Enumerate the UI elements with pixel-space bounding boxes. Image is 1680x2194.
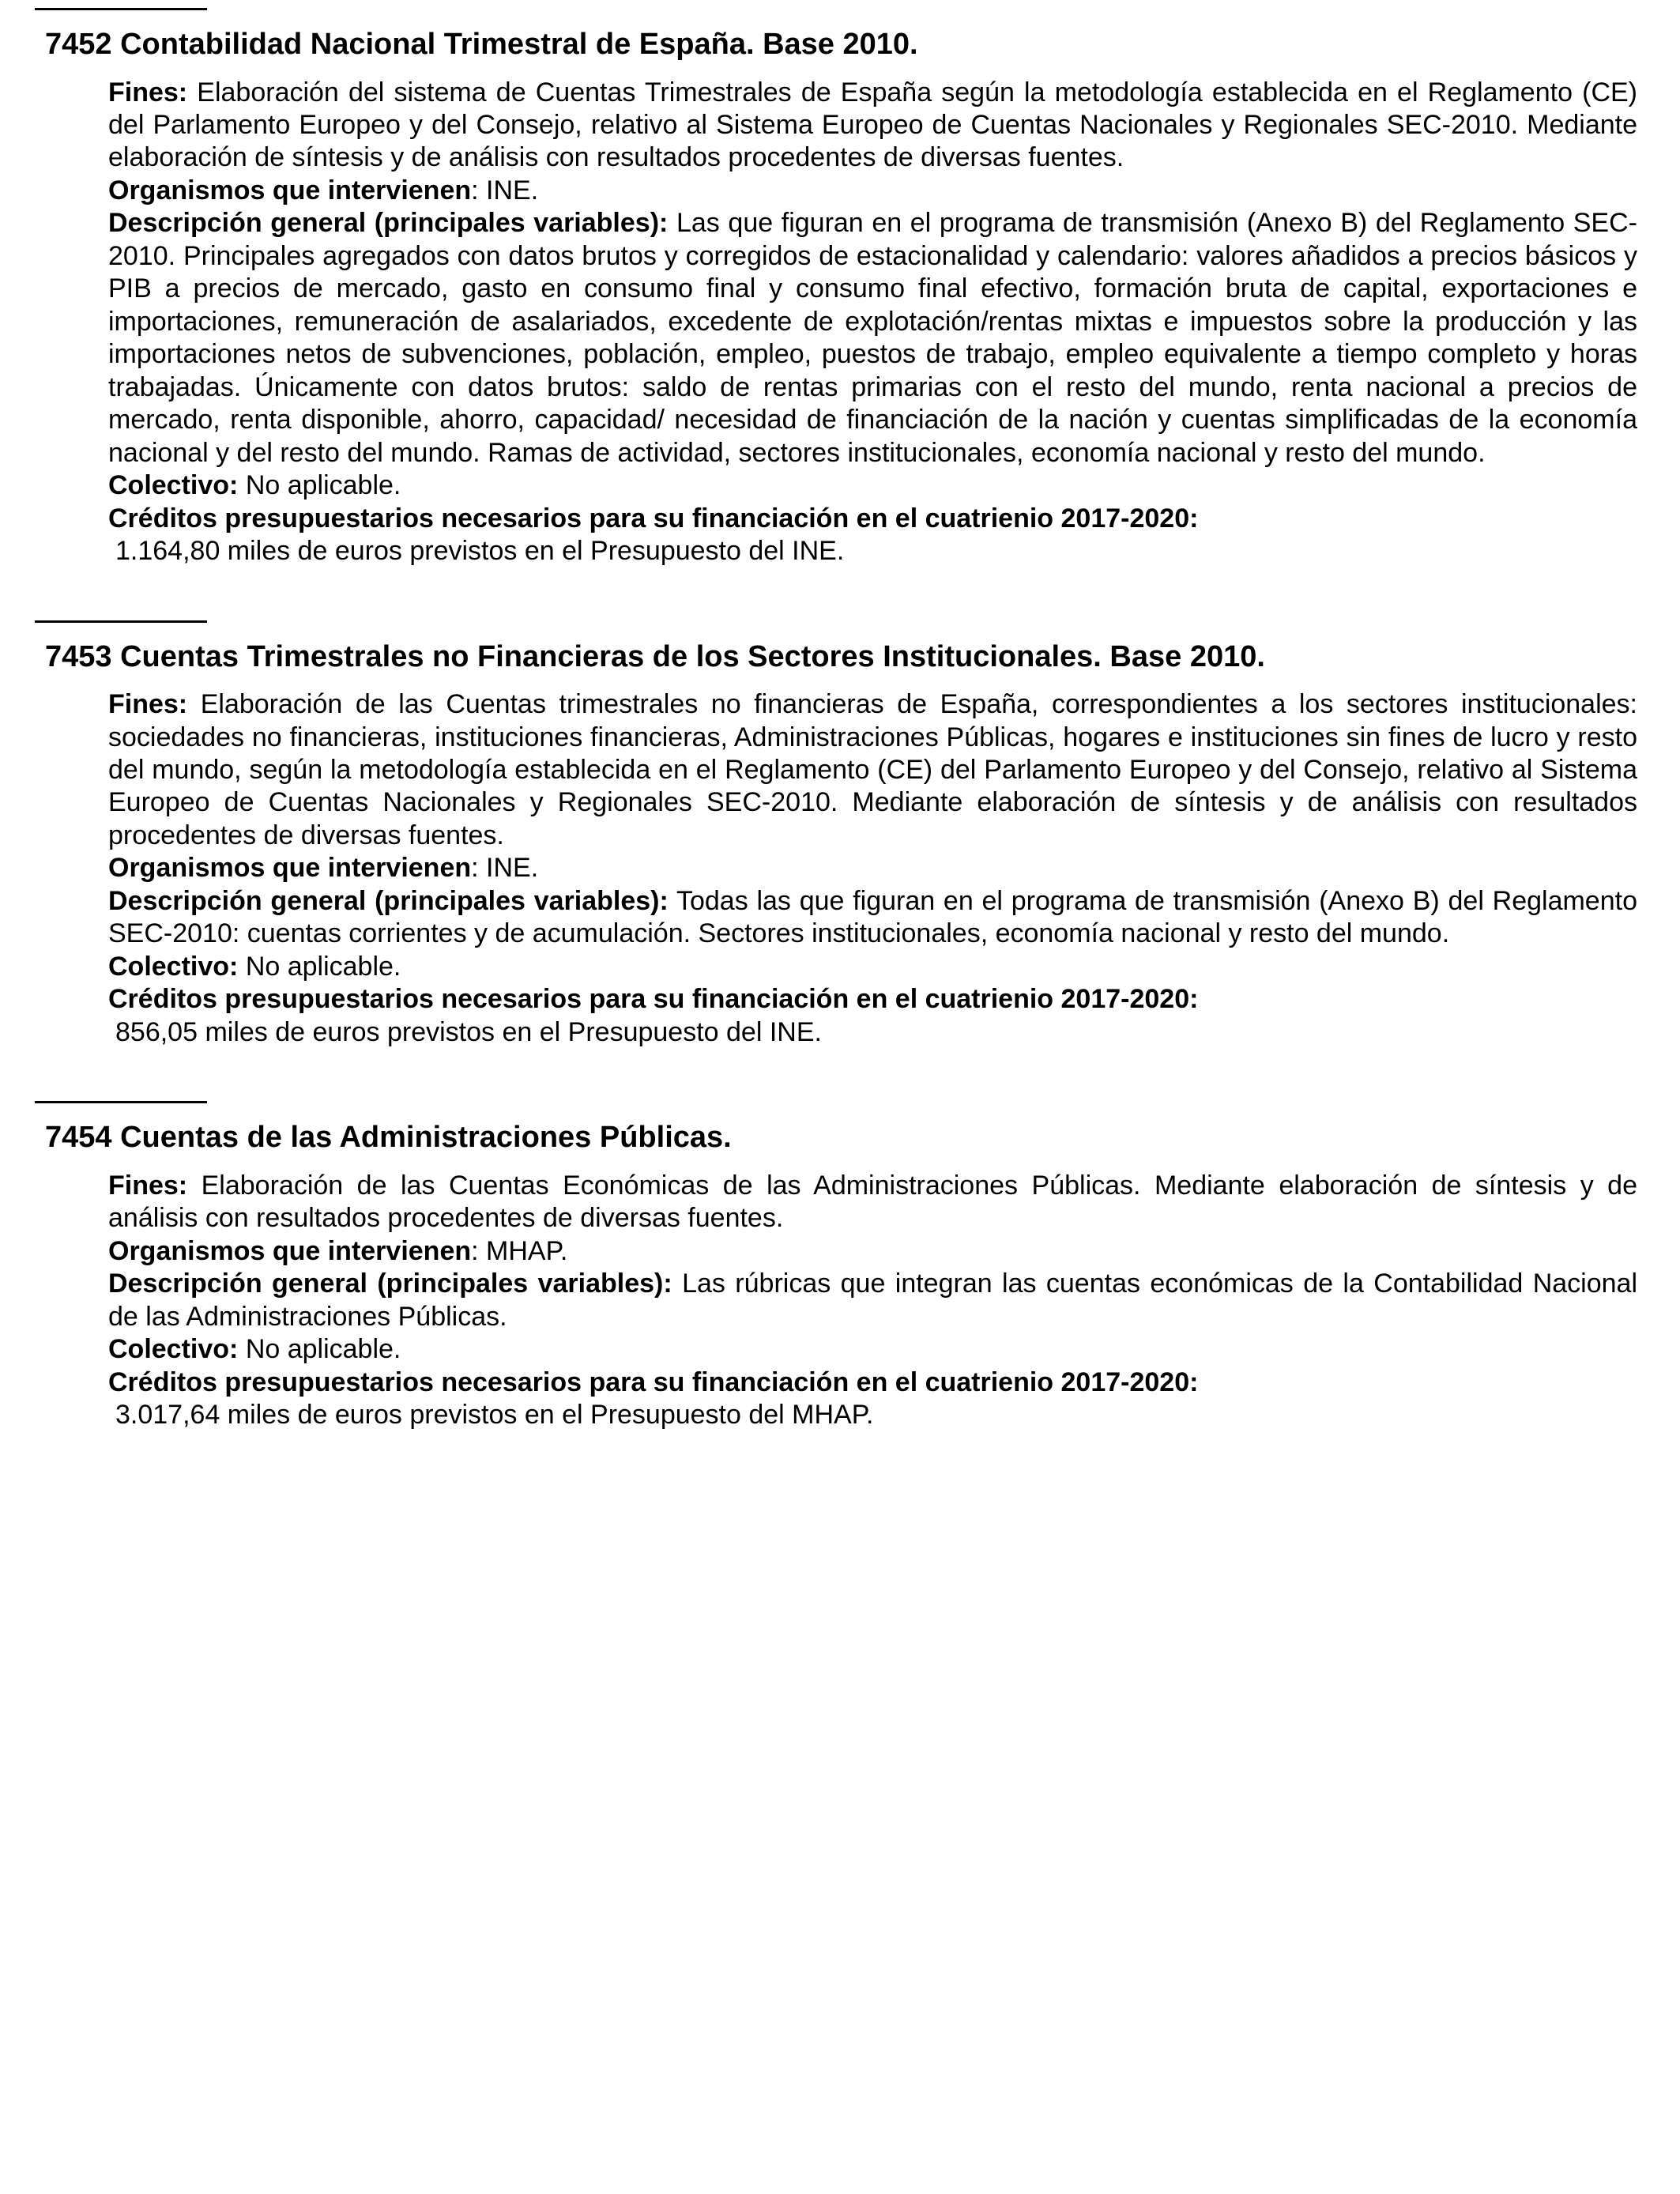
- descripcion-text: Todas las que figuran en el programa de transmisión (Anexo B) del Reglamento SEC-2010: cuentas corrientes y de acumulación. Sectores institucionales, economía nacional y resto del mundo.: [108, 885, 1637, 949]
- section-title: 7453 Cuentas Trimestrales no Financieras de los Sectores Institucionales. Base 2010.: [45, 639, 1265, 673]
- fines-paragraph: [108, 688, 1637, 852]
- creditos-value: 3.017,64 miles de euros previstos en el Presupuesto del MHAP.: [115, 1399, 874, 1430]
- creditos-value: 1.164,80 miles de euros previstos en el Presupuesto del INE.: [115, 536, 845, 567]
- descripcion-label: Descripción general (principales variables):: [108, 208, 669, 239]
- section-body: [108, 1170, 1637, 1432]
- section-body: [108, 688, 1637, 1049]
- section-7454: [35, 1101, 1640, 1431]
- colectivo-paragraph: [108, 951, 1637, 983]
- creditos-heading: Créditos presupuestarios necesarios para su financiación en el cuatrienio 2017-2020:: [108, 503, 1199, 533]
- descripcion-paragraph: [108, 1268, 1637, 1333]
- creditos-heading: Créditos presupuestarios necesarios para su financiación en el cuatrienio 2017-2020:: [108, 984, 1199, 1015]
- section-title: 7454 Cuentas de las Administraciones Públicas.: [45, 1121, 732, 1155]
- colectivo-label: Colectivo:: [108, 470, 239, 501]
- descripcion-text: Las que figuran en el programa de transmisión (Anexo B) del Reglamento SEC-2010. Principales agregados con datos brutos y corregidos de estacionalidad y calendario: valores añadidos a precios básicos y PIB a precios de mercado, gasto en consumo final y consumo final efectivo, formación bruta de capital, exportaciones e importaciones, remuneración de asalariados, excedente de explotación/rentas mixtas e impuestos sobre la producción y las importaciones netos de subvenciones, población, empleo, puestos de trabajo, empleo equivalente a tiempo completo y horas trabajadas. Únicamente con datos brutos: saldo de rentas primarias con el resto del mundo, renta nacional a precios de mercado, renta disponible, ahorro, capacidad/ necesidad de financiación de la nación y cuentas simplificadas de la economía nacional y del resto del mundo. Ramas de actividad, sectores institucionales, economía nacional y resto del mundo.: [108, 208, 1637, 468]
- colectivo-text: No aplicable.: [245, 951, 401, 982]
- fines-label: Fines:: [108, 77, 188, 107]
- section-body: [108, 77, 1637, 568]
- fines-text: Elaboración del sistema de Cuentas Trimestrales de España según la metodología establecida en el Reglamento (CE) del Parlamento Europeo y del Consejo, relativo al Sistema Europeo de Cuentas Nacionales y Regionales SEC-2010. Mediante elaboración de síntesis y de análisis con resultados procedentes de diversas fuentes.: [108, 77, 1637, 173]
- section-7452: [35, 8, 1640, 568]
- section-divider: [35, 1101, 207, 1103]
- fines-label: Fines:: [108, 689, 188, 720]
- organismos-text: : MHAP.: [471, 1235, 568, 1266]
- section-title: 7452 Contabilidad Nacional Trimestral de España. Base 2010.: [45, 28, 918, 61]
- fines-text: Elaboración de las Cuentas Económicas de las Administraciones Públicas. Mediante elaboración de síntesis y de análisis con resultados procedentes de diversas fuentes.: [108, 1170, 1637, 1234]
- descripcion-label: Descripción general (principales variables):: [108, 885, 669, 916]
- fines-paragraph: [108, 77, 1637, 175]
- descripcion-paragraph: [108, 885, 1637, 951]
- colectivo-text: No aplicable.: [245, 1334, 401, 1365]
- organismos-text: : INE.: [471, 853, 539, 884]
- colectivo-text: No aplicable.: [245, 470, 401, 501]
- organismos-text: : INE.: [471, 175, 539, 205]
- organismos-paragraph: [108, 1235, 1637, 1268]
- organismos-label: Organismos que intervienen: [108, 1235, 472, 1266]
- section-7453: [35, 620, 1640, 1050]
- descripcion-paragraph: [108, 207, 1637, 469]
- fines-label: Fines:: [108, 1170, 188, 1201]
- descripcion-text: Las rúbricas que integran las cuentas económicas de la Contabilidad Nacional de las Administraciones Públicas.: [108, 1269, 1637, 1332]
- colectivo-paragraph: [108, 469, 1637, 502]
- fines-text: Elaboración de las Cuentas trimestrales no financieras de España, correspondientes a los sectores institucionales: sociedades no financieras, instituciones financieras, Administraciones Públicas, hogares e instituciones sin fines de lucro y resto del mundo, según la metodología establecida en el Reglamento (CE) del Parlamento Europeo y del Consejo, relativo al Sistema Europeo de Cuentas Nacionales y Regionales SEC-2010. Mediante elaboración de síntesis y de análisis con resultados procedentes de diversas fuentes.: [108, 689, 1638, 850]
- fines-paragraph: [108, 1170, 1637, 1235]
- creditos-value: 856,05 miles de euros previstos en el Presupuesto del INE.: [115, 1016, 822, 1047]
- organismos-paragraph: [108, 852, 1637, 884]
- colectivo-label: Colectivo:: [108, 951, 239, 982]
- section-divider: [35, 8, 207, 10]
- organismos-label: Organismos que intervienen: [108, 853, 472, 884]
- colectivo-label: Colectivo:: [108, 1334, 239, 1365]
- creditos-heading: Créditos presupuestarios necesarios para su financiación en el cuatrienio 2017-2020:: [108, 1367, 1199, 1397]
- colectivo-paragraph: [108, 1333, 1637, 1366]
- section-divider: [35, 620, 207, 623]
- organismos-paragraph: [108, 175, 1637, 207]
- descripcion-label: Descripción general (principales variables):: [108, 1269, 672, 1299]
- organismos-label: Organismos que intervienen: [108, 175, 472, 205]
